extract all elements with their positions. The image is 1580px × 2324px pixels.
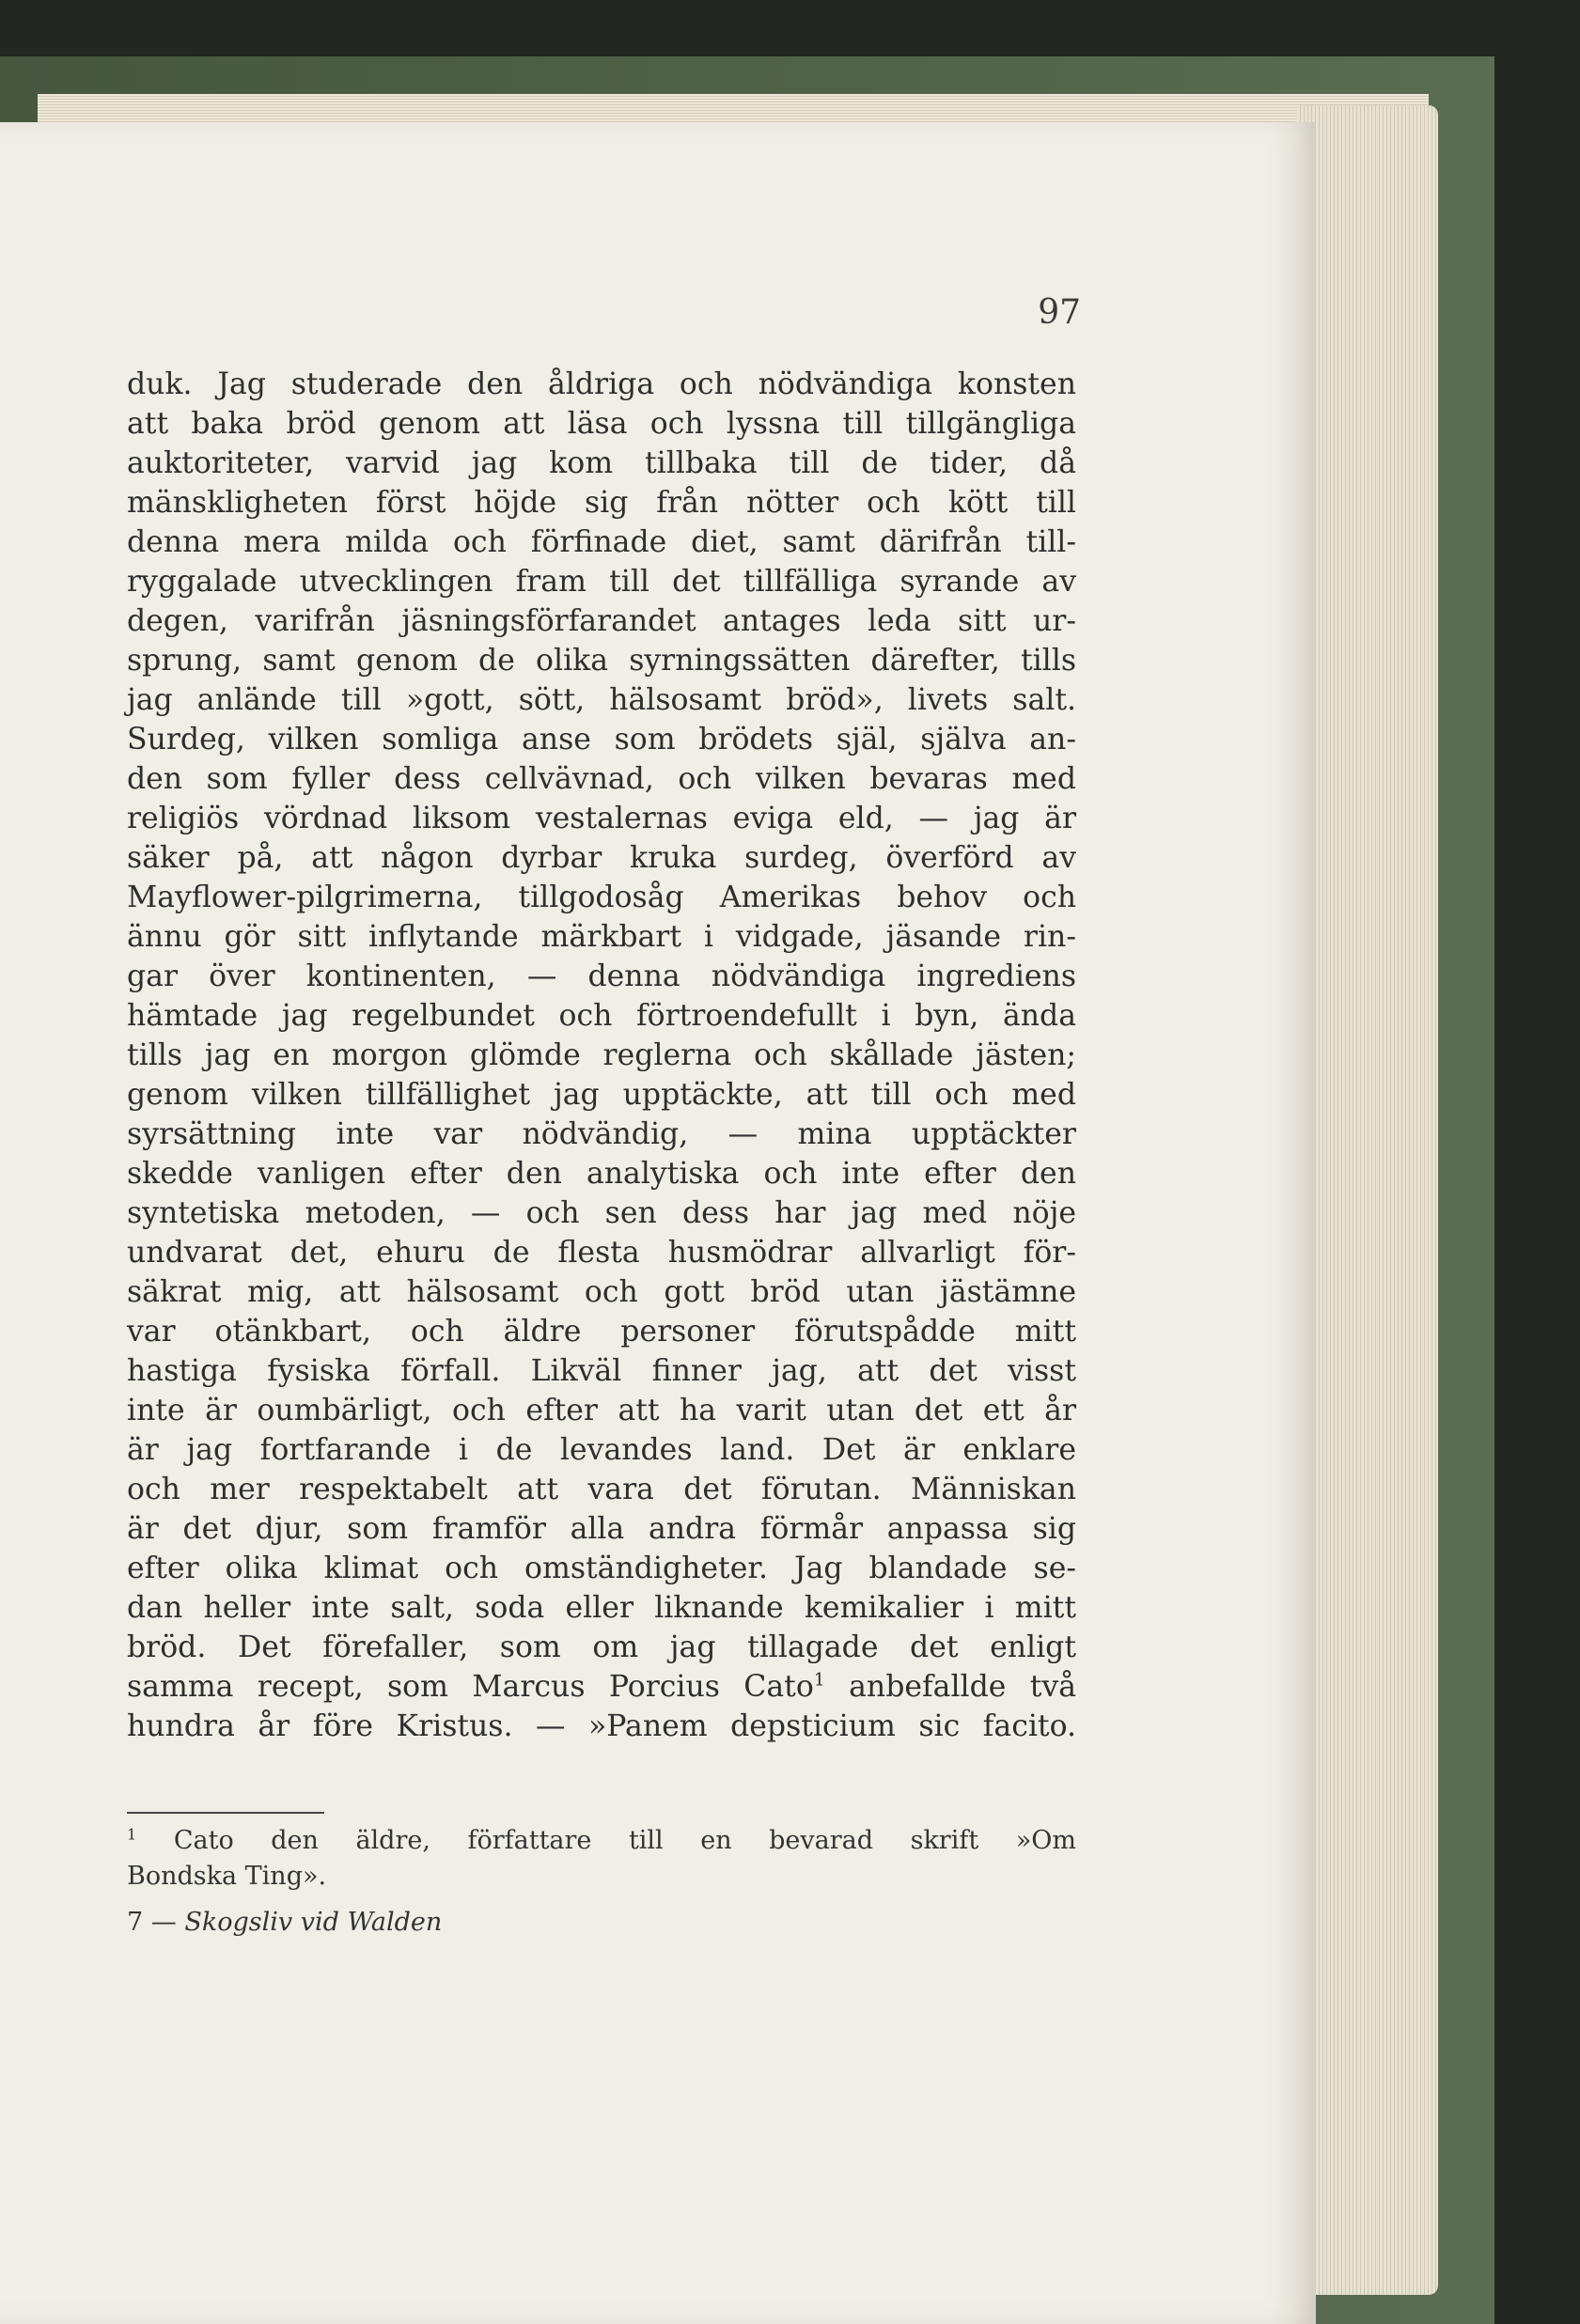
text-line: bröd. Det förefaller, som om jag tillagade det enligt (127, 1630, 1076, 1664)
signature-title: Skogsliv vid Walden (184, 1908, 443, 1937)
footnote-marker: 1 (127, 1825, 137, 1844)
text-line: säker på, att någon dyrbar kruka surdeg, överförd av (127, 841, 1076, 875)
page-block-side-edge (1297, 105, 1438, 2295)
text-line: Surdeg, vilken somliga anse som brödets själ, själva an- (127, 723, 1076, 756)
signature-dash: — (143, 1908, 185, 1937)
text-line: var otänkbart, och äldre personer förutspådde mitt (127, 1315, 1076, 1349)
page-number: 97 (1038, 293, 1081, 332)
text-line: mänskligheten först höjde sig från nötter och kött till (127, 486, 1076, 520)
text-line: jag anlände till »gott, sött, hälsosamt bröd», livets salt. (127, 683, 1076, 717)
footnote (127, 1823, 1076, 1895)
text-line: undvarat det, ehuru de flesta husmödrar allvarligt för- (127, 1236, 1076, 1270)
page-block-top-edge (38, 94, 1429, 122)
text-line: är det djur, som framför alla andra förmår anpassa sig (127, 1512, 1076, 1546)
text-line: genom vilken tillfällighet jag upptäckte, att till och med (127, 1078, 1076, 1112)
text-line: är jag fortfarande i de levandes land. Det är enklare (127, 1433, 1076, 1467)
body-text (127, 365, 1076, 1746)
text-line: syrsättning inte var nödvändig, — mina upptäckter (127, 1117, 1076, 1151)
text-line: duk. Jag studerade den åldriga och nödvändiga konsten (127, 367, 1076, 401)
footnote-reference: 1 (813, 1669, 825, 1691)
text-line: denna mera milda och förfinade diet, samt därifrån till- (127, 525, 1076, 559)
text-line: religiös vördnad liksom vestalernas eviga eld, — jag är (127, 802, 1076, 835)
text-line: auktoriteter, varvid jag kom tillbaka till de tider, då (127, 446, 1076, 480)
text-line: hämtade jag regelbundet och förtroendefullt i byn, ända (127, 999, 1076, 1033)
footnote-line: Bondska Ting». (127, 1862, 327, 1891)
text-line: tills jag en morgon glömde reglerna och skållade jästen; (127, 1038, 1076, 1072)
cato-line-end: anbefallde två (824, 1670, 1076, 1704)
text-line-last: hundra år före Kristus. — »Panem depsticium sic facito. (127, 1709, 1076, 1743)
text-line: säkrat mig, att hälsosamt och gott bröd utan jästämne (127, 1275, 1076, 1309)
text-line: den som fyller dess cellvävnad, och vilken bevaras med (127, 762, 1076, 796)
cato-line-start: samma recept, som Marcus Porcius Cato (127, 1670, 814, 1704)
signature-number: 7 (127, 1908, 144, 1937)
footnote-divider (127, 1812, 324, 1814)
text-line: gar över kontinenten, — denna nödvändiga ingrediens (127, 959, 1076, 993)
footnote-text: Cato den äldre, författare till en bevarad skrift »Om (136, 1826, 1076, 1855)
printer-signature (127, 1908, 442, 1937)
text-line: att baka bröd genom att läsa och lyssna till tillgängliga (127, 407, 1076, 441)
text-line: hastiga fysiska förfall. Likväl finner jag, att det visst (127, 1354, 1076, 1388)
text-line: skedde vanligen efter den analytiska och inte efter den (127, 1157, 1076, 1191)
footnote-line (127, 1823, 1076, 1859)
text-line: syntetiska metoden, — och sen dess har jag med nöje (127, 1196, 1076, 1230)
text-line: och mer respektabelt att vara det förutan. Människan (127, 1473, 1076, 1506)
text-line: ännu gör sitt inflytande märkbart i vidgade, jäsande rin- (127, 920, 1076, 954)
text-line: inte är oumbärligt, och efter att ha varit utan det ett år (127, 1394, 1076, 1427)
text-line: ryggalade utvecklingen fram till det tillfälliga syrande av (127, 565, 1076, 599)
text-line: sprung, samt genom de olika syrningssätten därefter, tills (127, 644, 1076, 678)
text-line: degen, varifrån jäsningsförfarandet antages leda sitt ur- (127, 604, 1076, 638)
text-line: efter olika klimat och omständigheter. Jag blandade se- (127, 1552, 1076, 1585)
text-line: Mayflower-pilgrimerna, tillgodosåg Amerikas behov och (127, 881, 1076, 914)
text-line: dan heller inte salt, soda eller liknande kemikalier i mitt (127, 1591, 1076, 1625)
text-line-cato (127, 1667, 1076, 1707)
